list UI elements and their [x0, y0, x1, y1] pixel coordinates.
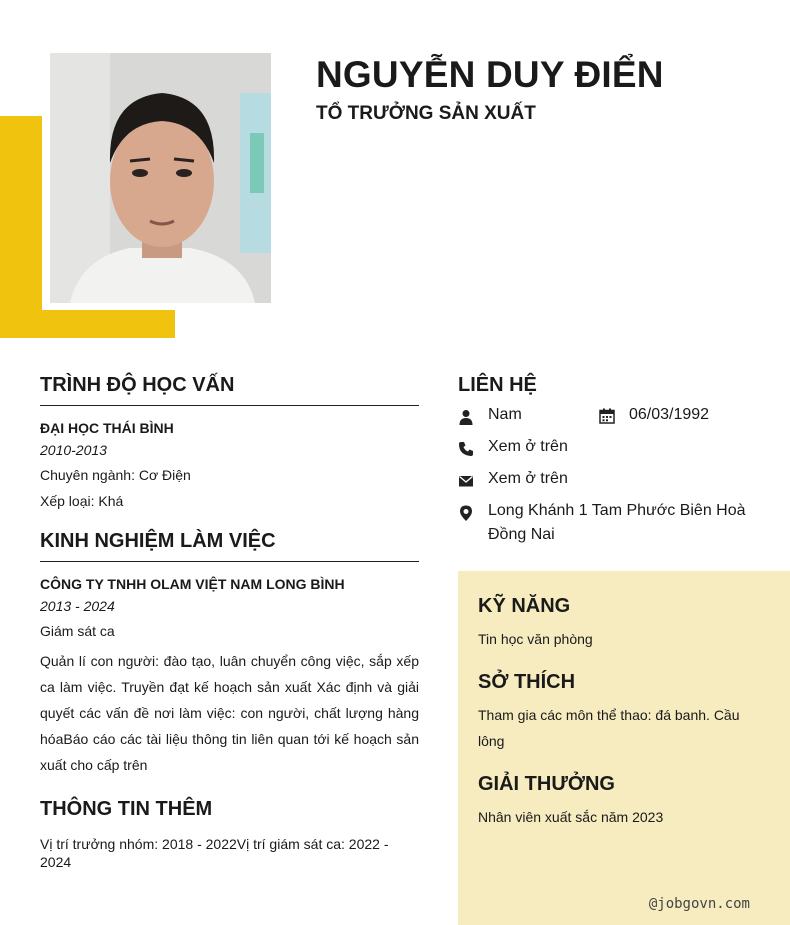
contact-gender: Nam — [488, 406, 522, 423]
more-info-heading: THÔNG TIN THÊM — [40, 798, 213, 820]
candidate-title: TỔ TRƯỞNG SẢN XUẤT — [316, 103, 536, 124]
location-pin-icon — [458, 505, 474, 521]
phone-icon — [458, 441, 474, 457]
hobbies-text: Tham gia các môn thể thao: đá banh. Cầu lông — [478, 707, 740, 749]
contact-email: Xem ở trên — [488, 470, 568, 487]
experience-position: Giám sát ca — [40, 623, 115, 639]
experience-heading: KINH NGHIỆM LÀM VIỆC — [40, 530, 419, 562]
accent-bar-vertical — [0, 116, 42, 338]
left-column — [40, 374, 419, 879]
hobbies-heading: SỞ THÍCH — [478, 671, 576, 693]
person-icon — [458, 409, 474, 425]
calendar-icon — [599, 408, 615, 424]
mail-icon — [458, 473, 474, 489]
profile-photo — [50, 53, 271, 303]
accent-bar-horizontal — [0, 310, 175, 338]
education-grade: Xếp loại: Khá — [40, 493, 124, 509]
more-info-text: Vị trí trưởng nhóm: 2018 - 2022Vị trí giám sát ca: 2022 - 2024 — [40, 836, 389, 870]
awards-text: Nhân viên xuất sắc năm 2023 — [478, 809, 664, 825]
education-major: Chuyên ngành: Cơ Điện — [40, 467, 191, 483]
experience-description: Quản lí con người: đào tạo, luân chuyển công việc, sắp xếp ca làm việc. Truyền đạt kế hoạch sản xuất Xác định và giải quyết các vấn đề nơi làm việc: con người, chất lượng hàng hóaBáo cáo các tài liệu thông tin liên quan tới kế hoạch sản xuất cho cấp trên — [40, 653, 419, 773]
contact-phone: Xem ở trên — [488, 438, 568, 455]
candidate-name: NGUYỄN DUY ĐIỂN — [316, 54, 664, 95]
experience-company: CÔNG TY TNHH OLAM VIỆT NAM LONG BÌNH — [40, 576, 345, 592]
experience-period: 2013 - 2024 — [40, 598, 115, 614]
education-heading: TRÌNH ĐỘ HỌC VẤN — [40, 374, 419, 406]
contact-address: Long Khánh 1 Tam Phước Biên Hoà Đồng Nai — [488, 502, 746, 543]
side-panel — [458, 571, 790, 925]
contact-birthday: 06/03/1992 — [629, 406, 710, 423]
skills-heading: KỸ NĂNG — [478, 595, 571, 617]
watermark: @jobgovn.com — [648, 896, 750, 912]
contact-heading: LIÊN HỆ — [458, 374, 537, 396]
education-school: ĐẠI HỌC THÁI BÌNH — [40, 420, 174, 436]
education-period: 2010-2013 — [40, 442, 107, 458]
awards-heading: GIẢI THƯỞNG — [478, 773, 615, 795]
skills-text: Tin học văn phòng — [478, 631, 593, 647]
